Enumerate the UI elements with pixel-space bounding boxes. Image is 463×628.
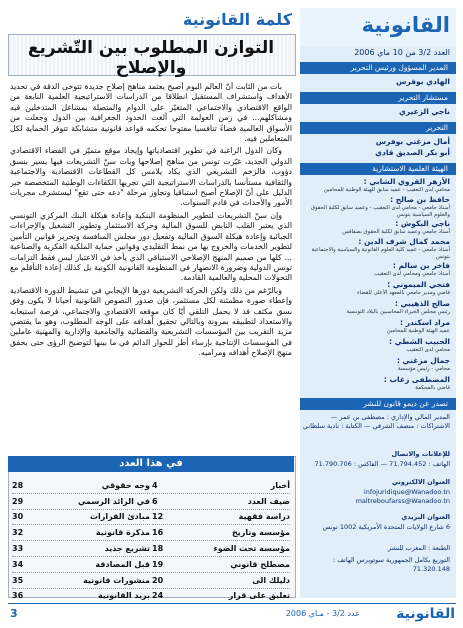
director-name: الهادي بوفرس <box>396 77 450 86</box>
toc-title: مصطلح قانوني <box>230 559 290 569</box>
column-label: كلمة القانونية <box>182 10 292 29</box>
board-member-role: قاضي بالمحكمة <box>415 385 450 391</box>
contents-right-column <box>152 478 290 604</box>
toc-page: 19 <box>152 559 164 569</box>
board-member-role: رئيس مجلس الخبراء المحاسبين بالبلاد التونسية <box>346 309 450 315</box>
toc-item[interactable] <box>152 494 290 510</box>
toc-page: 34 <box>12 559 24 569</box>
board-member-name: صالح الذهيبي : <box>394 299 450 308</box>
section-label: مستشار التحرير <box>398 93 448 102</box>
email-label: العنوان الالكتروني <box>391 478 450 486</box>
toc-title: تشريع جديد <box>104 544 150 554</box>
toc-title: دليلك الى <box>252 575 290 585</box>
board-member-name: مراد اسكندر : <box>400 318 450 327</box>
toc-item[interactable] <box>12 494 150 510</box>
article-body <box>10 82 292 454</box>
board-member-name: محمد كمال شرف الدين : <box>358 237 450 246</box>
toc-title: مذكرة قانونية <box>95 528 150 538</box>
board-member-name: فاخر بن سالم : <box>392 261 450 270</box>
board-member-name: فتحي الميموني : <box>387 280 450 289</box>
toc-page: 36 <box>12 591 24 601</box>
toc-page: 18 <box>152 544 164 554</box>
section-label: التحرير <box>426 123 448 132</box>
toc-item[interactable] <box>12 525 150 541</box>
ads-label: للإعلانات والاتصال <box>391 450 450 458</box>
article-paragraph: بات من الثابت أنّ العالم اليوم أصبح يعتمد مناهج إصلاح جديدة تتوخى الدقة في تحديد الأهداف واستشراف المستقبل انطلاقا من الدراسات الاستراتيجية العلمية النابعة من الواقع الاقتصادي والاجتماعي المتغيّر على الدوام والمتصلة بمشاغل المتدخلين فيه ومشاكلهم... في زمن العولمة التي ألغت الحدود الجغرافية بين الدول وجعلت من الأسواق العالمية فضاءً تنافسيا مفتوحا تحكمه قواعد قانونية متشابكة تتوفر الحماية لكل المتعاملين فيه. <box>10 82 292 144</box>
logo-box <box>300 8 456 46</box>
toc-item[interactable] <box>12 557 150 573</box>
board-member-role: أستاذ جامعي - عميد كلية العلوم القانونية والسياسية والاجتماعية بتونس <box>311 247 450 260</box>
board-member-role: أستاذ جامعي ومحامي لدى التعقيب <box>374 271 450 277</box>
board-member-name: الحبيب الشطي : <box>389 337 450 346</box>
sidebar-head-publisher <box>300 398 456 410</box>
article-paragraph: وكان الدول الراغبة في تطوير اقتصادياتها وإيجاد موقع متميّز في الفضاء الاقتصادي الدولي الجديد، غيّرت تونس من مناهج إصلاحها وبات سنّ التشريعات فيها يسير بنسق دؤوب، فالزخم التشريعي الذي يكاد يلامس كل القطاعات الاقتصادية والاجتماعية والثقافية مستأنسا بالدراسات الاستراتيجية التي تجريها الكفاءات الوطنية المتخصصة خير الدليل على أنّ الإصلاح أصبح استباقيا وتجاوز مرحلة "دعه حتى تقع" ليستشرف مجريات الأمور والأحداث في قادم السنوات. <box>10 146 292 208</box>
toc-title: أخبار <box>270 480 290 490</box>
toc-item[interactable] <box>12 573 150 589</box>
toc-page: 6 <box>152 496 158 506</box>
toc-item[interactable] <box>152 589 290 605</box>
toc-title: منشورات قانونية <box>83 575 150 585</box>
toc-item[interactable] <box>152 557 290 573</box>
board-member-name: المصطفى زغاب : <box>383 375 450 384</box>
footer-logo: القانونية <box>396 606 455 622</box>
article-title: التوازن المطلوب بين التّشريع والإصلاح <box>27 38 275 78</box>
toc-title: في الرائد الرسمي <box>77 496 150 506</box>
toc-page: 20 <box>152 575 164 585</box>
toc-item[interactable] <box>152 541 290 557</box>
toc-title: قبل المصادقة <box>95 559 150 569</box>
article-paragraph: وإن سنّ التشريعات لتطوير المنظومة البنكية وإعادة هيكلة البنك المركزي التونسي الذي يعتبر القلب النابض للسوق المالية وحركة الاستثمار وتطوير التشغيل والإجراءات الجبائية وإعادة هيكلة السوق المالية وتفعيل دور مجلس المنافسة وتحرير قوانين التأمين لتطوير الخدمات والخروج بها من نمط التقليدي وقوانين حماية الملكية الفكرية والصناعية ... كلها من صميم المنهج الإصلاحي الاستباقي الذي يأخذ في الاعتبار ليس فقط التزامات تونس الدولية وضرورة الانصهار في المنظومة القانونية الكونية بل كذلك إعادة التأقلم مع التحولات المحلية والعالمية القادمة. <box>10 210 292 283</box>
publisher-staff: المدير المالي والإداري : مصطفى بن عمر — الاشتراكات : منصف الشرقي — الكتابة : نادية سلطاني <box>302 413 450 430</box>
postal-address: 6 شارع الولايات المتحدة الأمريكية 1002 تونس <box>322 523 450 531</box>
article-paragraph: وبالرّغم من ذلك ولكن الحركة التشريعية دورها الإيجابي في تنشيط الدورة الاقتصادية وإعطاء صورة مطمئنة لكل مستثمر، فإن صدور النصوص القانونية أحيانا لا يكون وفق نسق مكثف قد لا يحمل التلقي أيّا كان موقعه الاقتصادي والاجتماعي، فرصة استيعابه والاستعداد لتطبيقه بمرونة وبالتالي تحقيق أهدافه على الوجه المطلوب، وهو ما يقتضي مزيد التقريب بين المؤسسات التشريعية والقضائية والجامعية والإدارية والمهنية عاملين في المؤسسات الإنتاجية بإرساء أطر للحوار الدائم في ما بينها لتوضيح الرؤى حتى يحقق منهج الإصلاح أهدافه ومراميه. <box>10 285 292 358</box>
toc-page: 24 <box>152 591 164 601</box>
board-member-name: الأزهر القروي الشابي : <box>363 177 450 186</box>
sidebar-head-board <box>300 163 456 175</box>
toc-page: 12 <box>152 512 164 522</box>
toc-item[interactable] <box>12 589 150 605</box>
printing-info: الطبعة : المغرب للنشر <box>388 544 450 552</box>
toc-title: مبادئ القرارات <box>89 512 150 522</box>
toc-page: 33 <box>12 544 24 554</box>
advisor-name: ناجي الزعيري <box>398 107 450 116</box>
section-label: المدير المسؤول ورئيس التحرير <box>350 63 448 72</box>
editor-name: أمال مزغني بوفرس <box>375 137 450 146</box>
toc-page: 29 <box>12 496 24 506</box>
toc-title: مؤسسة وتاريخ <box>232 528 290 538</box>
toc-title: دراسة فقهية <box>238 512 290 522</box>
toc-page: 32 <box>12 528 24 538</box>
sidebar-head-editorial <box>300 122 456 134</box>
board-member-role: أستاذ جامعي وعميد سابق لكلية الحقوق بصفاقس <box>342 229 450 235</box>
board-member-role: محامي لدى التعقيب - عميد سابق للهيئة الوطنية للمحامين <box>323 187 450 193</box>
toc-title: مؤسسة تحت الضوء <box>213 544 290 554</box>
toc-title: وجه حقوقي <box>101 480 150 490</box>
toc-page: 4 <box>152 480 158 490</box>
board-member-name: جمال مزغني : <box>396 356 450 365</box>
toc-item[interactable] <box>152 573 290 589</box>
contents-left-column <box>12 478 150 604</box>
board-member-role: محامي لدى التعقيب <box>406 347 450 353</box>
contents-heading: في هذا العدد <box>8 456 294 472</box>
toc-item[interactable] <box>12 510 150 526</box>
sidebar-head-advisor <box>300 92 456 104</box>
toc-item[interactable] <box>152 525 290 541</box>
toc-title: ضيف العدد <box>247 496 290 506</box>
issue-line: العدد 3/2 من 10 ماي 2006 <box>354 48 450 57</box>
section-label: تصدر عن ديمو قانون للنشر <box>363 399 448 408</box>
toc-page: 35 <box>12 575 24 585</box>
editor-name: أبو بكر الصديق قادي <box>375 148 450 157</box>
phone-fax: الهاتف : 71.794.452 — الفاكس : 71.790.706 <box>314 460 450 468</box>
distribution-info: التوزيع بكامل الجمهورية سوتوبرس الهاتف : 71.320.148 <box>333 556 450 573</box>
board-member-role: أستاذ جامعي - محامي لدى التعقيب - وعميد سابق لكلية الحقوق والعلوم السياسية بتونس <box>310 205 450 218</box>
toc-item[interactable] <box>152 478 290 494</box>
magazine-logo: القانونية <box>361 13 450 37</box>
toc-item[interactable] <box>152 510 290 526</box>
page-number: 3 <box>10 607 18 620</box>
sidebar-head-director <box>300 62 456 74</box>
board-member-role: قاضي ومدير جامعي بالمعهد الأعلى للقضاء <box>357 290 450 296</box>
footer-rule <box>8 603 456 604</box>
toc-item[interactable] <box>12 541 150 557</box>
toc-item[interactable] <box>12 478 150 494</box>
email-address[interactable]: maltreboufarss@Wanadoo.tn <box>355 497 450 505</box>
toc-page: 16 <box>152 528 164 538</box>
postal-label: العنوان البريدي <box>401 513 450 521</box>
footer-issue: عدد 3/2 - مـاي 2006 <box>285 609 360 618</box>
toc-page: 28 <box>12 480 24 490</box>
board-member-role: عميد الهيئة الوطنية للمحامين <box>386 328 450 334</box>
email-address[interactable]: infojuridique@Wanadoo.tn <box>363 488 450 496</box>
board-member-name: ناجي البكوش : <box>395 219 450 228</box>
toc-title: بريد القانونية <box>97 591 150 601</box>
board-member-role: محامي - رئيس مؤسسة <box>397 366 450 372</box>
toc-page: 30 <box>12 512 24 522</box>
board-member-name: حافظ بن صالح : <box>390 195 450 204</box>
section-label: الهيئة العلمية الاستشارية <box>372 164 448 173</box>
toc-title: تعليق على قرار <box>228 591 290 601</box>
